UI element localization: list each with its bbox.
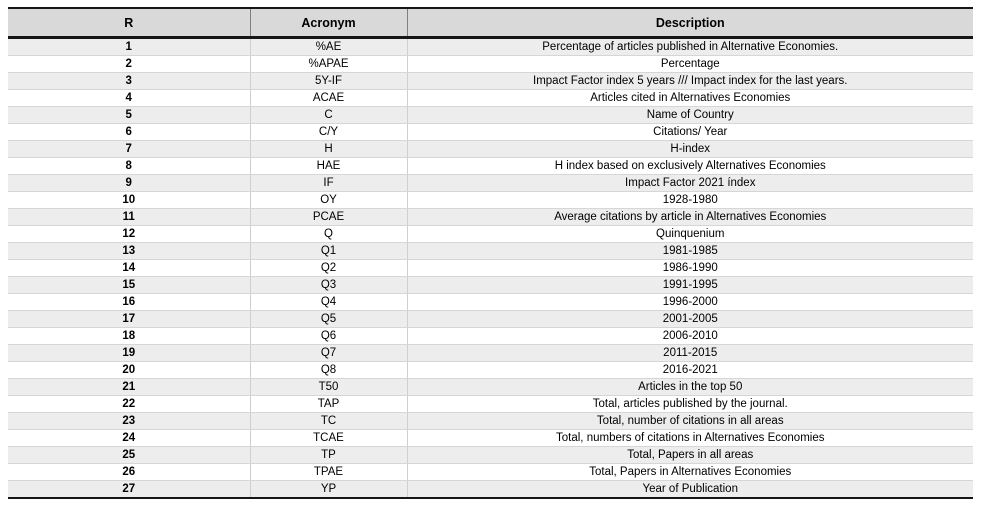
- table-row: [8, 90, 973, 107]
- row-number-cell: 19: [8, 345, 250, 362]
- description-cell: 2011-2015: [407, 345, 973, 362]
- table-row: [8, 362, 973, 379]
- acronym-cell: Q4: [250, 294, 407, 311]
- description-cell: Total, Papers in all areas: [407, 447, 973, 464]
- acronym-cell: Q7: [250, 345, 407, 362]
- table-row: [8, 107, 973, 124]
- description-cell: 1996-2000: [407, 294, 973, 311]
- acronyms-table: [8, 7, 973, 499]
- acronym-cell: HAE: [250, 158, 407, 175]
- table-row: [8, 124, 973, 141]
- acronym-cell: C: [250, 107, 407, 124]
- acronym-cell: TP: [250, 447, 407, 464]
- row-number-cell: 9: [8, 175, 250, 192]
- description-cell: Total, numbers of citations in Alternatives Economies: [407, 430, 973, 447]
- table-row: [8, 294, 973, 311]
- acronym-cell: %APAE: [250, 56, 407, 73]
- acronym-cell: Q8: [250, 362, 407, 379]
- table-row: [8, 345, 973, 362]
- acronym-cell: 5Y-IF: [250, 73, 407, 90]
- row-number-cell: 20: [8, 362, 250, 379]
- row-number-cell: 6: [8, 124, 250, 141]
- row-number-cell: 13: [8, 243, 250, 260]
- description-cell: Articles in the top 50: [407, 379, 973, 396]
- row-number-cell: 24: [8, 430, 250, 447]
- row-number-cell: 12: [8, 226, 250, 243]
- table-row: [8, 73, 973, 90]
- table-body: [8, 38, 973, 499]
- description-cell: H index based on exclusively Alternatives Economies: [407, 158, 973, 175]
- row-number-cell: 18: [8, 328, 250, 345]
- row-number-cell: 21: [8, 379, 250, 396]
- row-number-cell: 4: [8, 90, 250, 107]
- description-cell: Percentage of articles published in Alternative Economies.: [407, 38, 973, 56]
- acronym-cell: Q1: [250, 243, 407, 260]
- table-row: [8, 243, 973, 260]
- table-row: [8, 430, 973, 447]
- table-row: [8, 226, 973, 243]
- table-row: [8, 311, 973, 328]
- row-number-cell: 27: [122, 483, 136, 495]
- row-number-cell: 10: [8, 192, 250, 209]
- table-row: [8, 379, 973, 396]
- table-row: [8, 260, 973, 277]
- description-cell: Total, number of citations in all areas: [407, 413, 973, 430]
- row-number-cell: 23: [8, 413, 250, 430]
- row-number-cell: 15: [8, 277, 250, 294]
- description-cell: Name of Country: [407, 107, 973, 124]
- description-cell: H-index: [407, 141, 973, 158]
- table-row: [8, 38, 973, 56]
- table-row: [8, 209, 973, 226]
- description-cell: 1928-1980: [407, 192, 973, 209]
- table-row: [8, 277, 973, 294]
- description-cell: 2006-2010: [407, 328, 973, 345]
- description-cell: 1986-1990: [407, 260, 973, 277]
- row-number-cell: 5: [8, 107, 250, 124]
- row-number-cell: 7: [8, 141, 250, 158]
- acronym-cell: ACAE: [250, 90, 407, 107]
- row-number-cell: 25: [8, 447, 250, 464]
- table-header-row: [8, 8, 973, 38]
- table-row: [8, 464, 973, 481]
- description-cell: Impact Factor index 5 years /// Impact index for the last years.: [407, 73, 973, 90]
- table-row: [8, 175, 973, 192]
- description-cell: Quinquenium: [407, 226, 973, 243]
- acronym-cell: TC: [250, 413, 407, 430]
- description-cell: Average citations by article in Alternatives Economies: [407, 209, 973, 226]
- table-row: [8, 141, 973, 158]
- acronym-cell: Q3: [250, 277, 407, 294]
- row-number-cell: 22: [8, 396, 250, 413]
- acronym-cell: C/Y: [250, 124, 407, 141]
- acronym-cell: OY: [250, 192, 407, 209]
- row-number-cell: 11: [8, 209, 250, 226]
- table-row: [8, 396, 973, 413]
- acronym-cell: TAP: [250, 396, 407, 413]
- table-row: [8, 158, 973, 175]
- description-cell: Articles cited in Alternatives Economies: [407, 90, 973, 107]
- table-row: [8, 56, 973, 73]
- acronym-cell: T50: [250, 379, 407, 396]
- description-cell: Total, articles published by the journal.: [407, 396, 973, 413]
- table-row: [8, 413, 973, 430]
- description-cell: Total, Papers in Alternatives Economies: [407, 464, 973, 481]
- row-number-cell: 16: [8, 294, 250, 311]
- row-number-cell: 8: [8, 158, 250, 175]
- table-header: [8, 8, 973, 38]
- header-cell-acronym: Acronym: [250, 8, 407, 38]
- row-number-cell: 17: [8, 311, 250, 328]
- acronym-cell: Q5: [250, 311, 407, 328]
- acronym-cell: IF: [250, 175, 407, 192]
- acronym-cell: Q2: [250, 260, 407, 277]
- table-row: [8, 192, 973, 209]
- table-row: [8, 447, 973, 464]
- acronym-cell: TCAE: [250, 430, 407, 447]
- acronym-cell: Q: [250, 226, 407, 243]
- description-cell: 1991-1995: [407, 277, 973, 294]
- row-number-cell: 3: [8, 73, 250, 90]
- table-row: [8, 328, 973, 345]
- acronym-cell: TPAE: [250, 464, 407, 481]
- row-number-cell: 2: [8, 56, 250, 73]
- description-cell: Year of Publication: [407, 481, 973, 499]
- description-cell: Percentage: [407, 56, 973, 73]
- description-cell: Citations/ Year: [407, 124, 973, 141]
- header-cell-description: Description: [407, 8, 973, 38]
- description-cell: 2016-2021: [407, 362, 973, 379]
- description-cell: 1981-1985: [407, 243, 973, 260]
- acronym-cell: PCAE: [250, 209, 407, 226]
- table-row: [8, 481, 973, 499]
- description-cell: Impact Factor 2021 índex: [407, 175, 973, 192]
- acronym-cell: Q6: [250, 328, 407, 345]
- description-cell: 2001-2005: [407, 311, 973, 328]
- acronym-cell: YP: [250, 481, 407, 499]
- row-number-cell: 14: [8, 260, 250, 277]
- row-number-cell: 1: [8, 38, 250, 56]
- acronym-cell: %AE: [250, 38, 407, 56]
- header-cell-r: R: [8, 8, 250, 38]
- row-number-cell: 26: [8, 464, 250, 481]
- acronym-cell: H: [250, 141, 407, 158]
